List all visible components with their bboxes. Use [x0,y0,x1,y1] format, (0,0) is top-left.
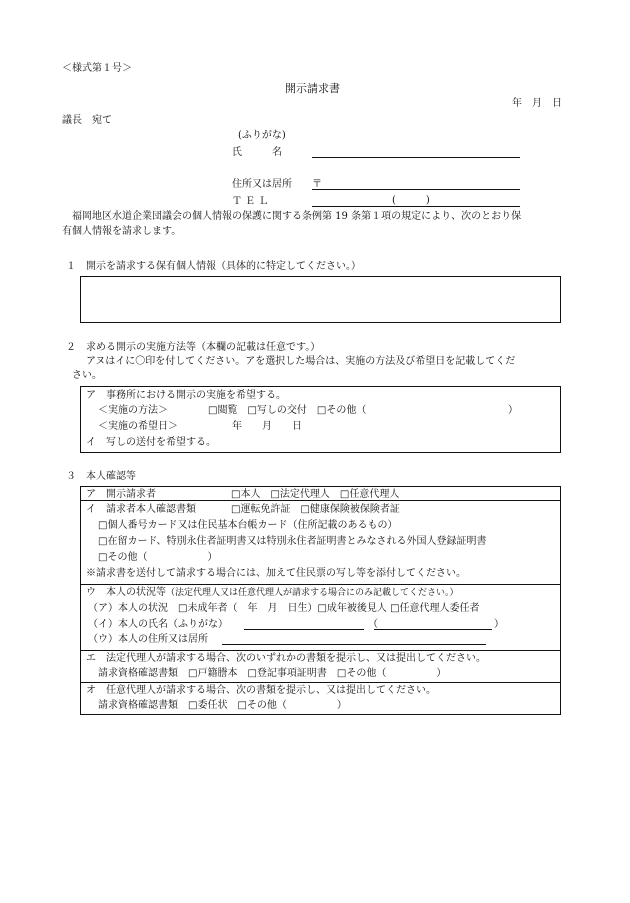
principal-status-heading-text: ウ 本人の状況等 [86,587,166,598]
address-input-line[interactable] [312,189,520,190]
form-number: ＜様式第１号＞ [62,63,132,74]
date-field[interactable]: 年 月 日 [512,98,562,109]
row-divider [80,584,561,585]
date-wish-label: ＜実施の希望日＞ [98,421,178,432]
principal-furigana-line[interactable] [374,629,492,630]
principal-status[interactable]: （ア）本人の状況 □未成年者（ 年 月 日生）□成年被後見人 □任意代理人委任者 [88,603,480,614]
tel-label: Ｔ Ｅ Ｌ [232,196,269,207]
id-document-option-mynumber[interactable]: □個人番号カード又は住民基本台帳カード（住所記載のあるもの） [98,520,398,531]
section2-note-line2: さい。 [72,370,102,381]
principal-name-label: （イ）本人の氏名（ふりがな） [88,619,228,630]
voluntary-agent-documents[interactable]: 請求資格確認書類 □委任状 □その他（ ） [98,700,347,711]
name-label: 氏 名 [232,147,282,158]
option-i-label[interactable]: イ 写しの送付を希望する。 [86,437,216,448]
id-document-option-residence[interactable]: □在留カード、特別永住者証明書又は特別永住者証明書とみなされる外国人登録証明書 [98,536,487,547]
principal-address-line[interactable] [222,644,486,645]
section2-heading: ２ 求める開示の実施方法等（本欄の記載は任意です。） [66,342,321,353]
intro-text-line2: 有個人情報を請求します。 [62,226,182,237]
page-title: 開示請求書 [285,82,340,95]
principal-address-label: （ウ）本人の住所又は居所 [88,634,208,645]
section2-note-line1: アヌはイに〇印を付してください。アを選択した場合は、実施の方法及び希望日を記載してくだ [86,356,516,367]
furigana-label: (ふりがな) [238,130,286,141]
tel-parens: ( ) [392,195,430,206]
principal-status-heading-note: （法定代理人又は任意代理人が請求する場合にのみ記載してください。） [166,588,459,598]
principal-name-paren-open: （ [368,619,378,630]
address-label: 住所又は居所 [232,179,292,190]
requested-info-box[interactable] [80,276,561,323]
row-divider [80,650,561,651]
option-a-label[interactable]: ア 事務所における開示の実施を希望する。 [86,390,286,401]
legal-agent-instruction: エ 法定代理人が請求する場合、次のいずれかの書類を提示し、又は提出してください。 [86,653,486,664]
tel-input-line[interactable] [312,206,520,207]
requester-type-options[interactable]: □本人 □法定代理人 □任意代理人 [231,489,400,500]
legal-agent-documents[interactable]: 請求資格確認書類 □戸籍謄本 □登記事項証明書 □その他（ ） [98,668,447,679]
addressee: 議長 宛て [62,115,112,126]
principal-name-paren-close: ） [494,619,504,630]
id-document-options[interactable]: □運転免許証 □健康保険被保険者証 [231,504,400,515]
row-divider [80,682,561,683]
intro-text-line1: 福岡地区水道企業団議会の個人情報の保護に関する条例第 19 条第１項の規定により、次のとおり保 [72,211,522,222]
method-close-paren: ） [508,405,518,416]
requester-type-label: ア 開示請求者 [86,489,156,500]
method-options[interactable]: □閲覧 □写しの交付 □その他（ [208,405,367,416]
method-label: ＜実施の方法＞ [98,405,168,416]
id-document-note: ※請求書を送付して請求する場合には、加えて住民票の写し等を添付してください。 [86,568,466,579]
row-divider [80,500,561,501]
section3-heading: ３ 本人確認等 [66,471,136,482]
voluntary-agent-instruction: オ 任意代理人が請求する場合、次の書類を提示し、又は提出してください。 [86,685,436,696]
principal-status-heading [86,588,459,598]
name-input-line[interactable] [312,157,520,158]
id-document-option-other[interactable]: □その他（ ） [98,552,218,563]
postal-mark: 〒 [312,179,322,190]
id-document-label: イ 請求者本人確認書類 [86,504,196,515]
date-wish-value[interactable]: 年 月 日 [232,421,302,432]
principal-name-line[interactable] [244,629,364,630]
section1-heading: １ 開示を請求する保有個人情報（具体的に特定してください。） [66,261,361,272]
